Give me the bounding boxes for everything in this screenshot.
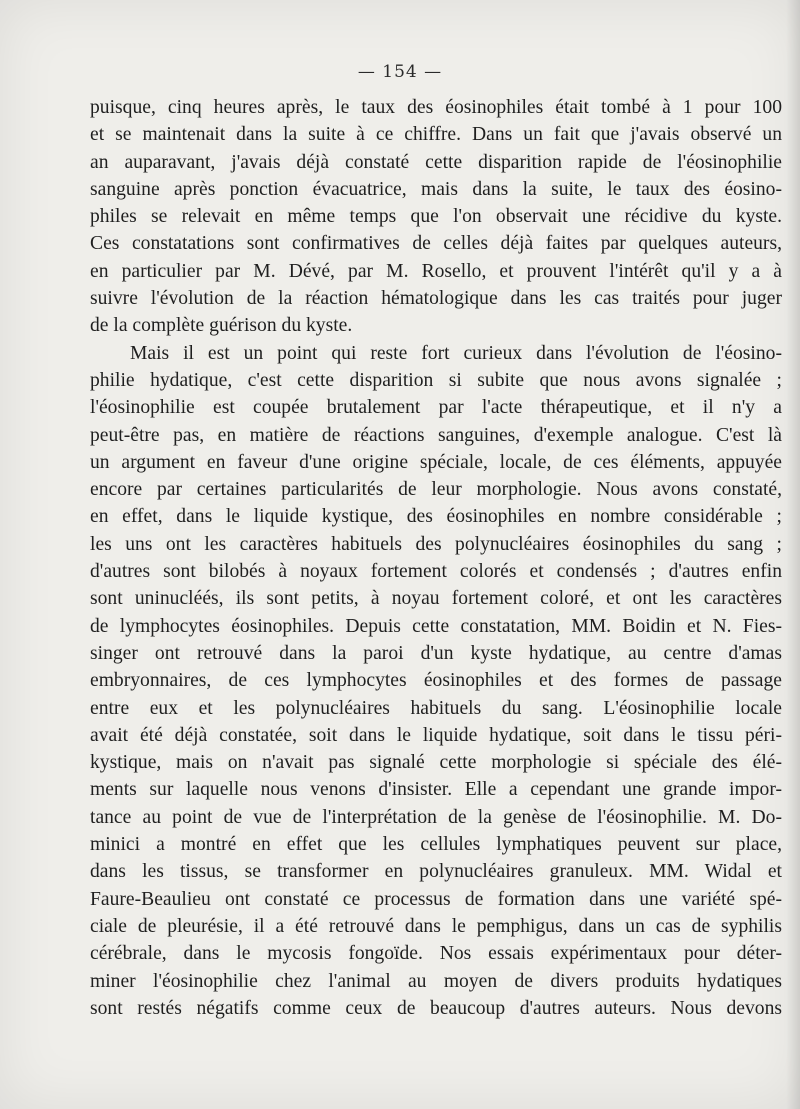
text-line-25: kystique, mais on n'avait pas signalé cette morphologie si spéciale des élé-: [90, 752, 782, 774]
text-line-15: encore par certaines particularités de leur morphologie. Nous avons constaté,: [90, 479, 782, 501]
text-line-6: Ces constatations sont confirmatives de celles déjà faites par quelques auteurs,: [90, 233, 782, 255]
text-line-34: sont restés négatifs comme ceux de beaucoup d'autres auteurs. Nous devons: [90, 997, 782, 1019]
text-line-28: minici a montré en effet que les cellules lymphatiques peuvent sur place,: [90, 834, 782, 856]
text-line-33: miner l'éosinophilie chez l'animal au moyen de divers produits hydatiques: [90, 970, 782, 992]
text-line-32: cérébrale, dans le mycosis fongoïde. Nos essais expérimentaux pour déter-: [90, 943, 782, 965]
text-line-8: suivre l'évolution de la réaction hématologique dans les cas traités pour juger: [90, 288, 782, 310]
text-line-12: l'éosinophilie est coupée brutalement par l'acte thérapeutique, et il n'y a: [90, 397, 782, 419]
text-line-3: an auparavant, j'avais déjà constaté cette disparition rapide de l'éosinophilie: [90, 151, 782, 173]
text-line-18: d'autres sont bilobés à noyaux fortement colorés et condensés ; d'autres enfin: [90, 561, 782, 583]
text-line-26: ments sur laquelle nous venons d'insister. Elle a cependant une grande impor-: [90, 779, 782, 801]
text-line-23: entre eux et les polynucléaires habituels du sang. L'éosinophilie locale: [90, 697, 782, 719]
text-line-29: dans les tissus, se transformer en polynucléaires granuleux. MM. Widal et: [90, 861, 782, 883]
text-line-31: ciale de pleurésie, il a été retrouvé dans le pemphigus, dans un cas de syphilis: [90, 915, 782, 937]
text-line-4: sanguine après ponction évacuatrice, mais dans la suite, le taux des éosino-: [90, 178, 782, 200]
text-line-2: et se maintenait dans la suite à ce chiffre. Dans un fait que j'avais observé un: [90, 124, 782, 146]
text-line-5: philes se relevait en même temps que l'on observait une récidive du kyste.: [90, 206, 782, 228]
text-line-9: de la complète guérison du kyste.: [90, 315, 353, 337]
text-line-16: en effet, dans le liquide kystique, des éosinophiles en nombre considérable ;: [90, 506, 782, 528]
text-line-19: sont uninucléés, ils sont petits, à noyau fortement coloré, et ont les caractères: [90, 588, 782, 610]
text-line-20: de lymphocytes éosinophiles. Depuis cette constatation, MM. Boidin et N. Fies-: [90, 615, 782, 637]
body-text: [90, 94, 782, 1022]
text-line-14: un argument en faveur d'une origine spéciale, locale, de ces éléments, appuyée: [90, 451, 782, 473]
text-line-22: embryonnaires, de ces lymphocytes éosinophiles et des formes de passage: [90, 670, 782, 692]
text-line-30: Faure-Beaulieu ont constaté ce processus de formation dans une variété spé-: [90, 888, 782, 910]
text-line-13: peut-être pas, en matière de réactions sanguines, d'exemple analogue. C'est là: [90, 424, 782, 446]
text-line-11: philie hydatique, c'est cette disparition si subite que nous avons signalée ;: [90, 369, 782, 391]
text-line-21: singer ont retrouvé dans la paroi d'un kyste hydatique, au centre d'amas: [90, 642, 782, 664]
text-line-27: tance au point de vue de l'interprétation de la genèse de l'éosinophilie. M. Do-: [90, 806, 782, 828]
text-line-24: avait été déjà constatée, soit dans le liquide hydatique, soit dans le tissu péri-: [90, 724, 782, 746]
text-line-10: Mais il est un point qui reste fort curieux dans l'évolution de l'éosino-: [130, 342, 782, 364]
text-line-17: les uns ont les caractères habituels des polynucléaires éosinophiles du sang ;: [90, 533, 782, 555]
page-number: — 154 —: [357, 62, 443, 82]
page-gutter-shadow: [786, 0, 800, 1109]
text-line-1: puisque, cinq heures après, le taux des éosinophiles était tombé à 1 pour 100: [90, 97, 782, 118]
text-line-7: en particulier par M. Dévé, par M. Rosello, et prouvent l'intérêt qu'il y a à: [90, 260, 782, 282]
